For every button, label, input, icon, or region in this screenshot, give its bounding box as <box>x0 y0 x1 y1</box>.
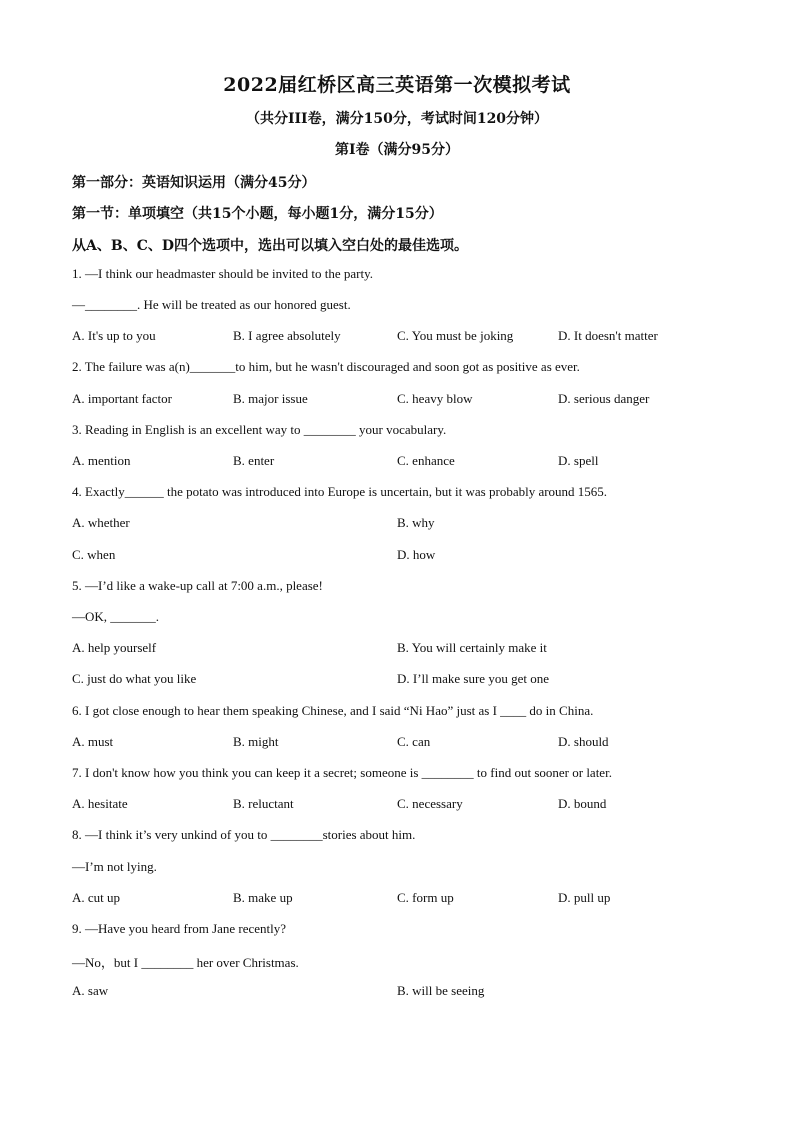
question-9-stem: 9. —Have you heard from Jane recently? <box>72 921 287 936</box>
question-3-option-b: B. enter <box>233 453 275 468</box>
question-5-stem: 5. —I’d like a wake-up call at 7:00 a.m., please! <box>72 578 323 593</box>
instruction: 从A、B、C、D四个选项中，选出可以填入空白处的最佳选项。 <box>72 238 468 254</box>
question-2-option-a: A. important factor <box>72 391 172 406</box>
question-4-stem: 4. Exactly______ the potato was introduced into Europe is uncertain, but it was probably around 1565. <box>72 484 608 499</box>
question-6-option-d: D. should <box>558 734 609 749</box>
question-3-option-a: A. mention <box>72 453 131 468</box>
question-8-option-b: B. make up <box>233 890 293 905</box>
question-3-stem: 3. Reading in English is an excellent way to ________ your vocabulary. <box>72 422 447 437</box>
question-8-option-d: D. pull up <box>558 890 611 905</box>
question-6-option-b: B. might <box>233 734 279 749</box>
question-4-option-b: B. why <box>397 515 435 530</box>
question-1-option-a: A. It's up to you <box>72 328 156 343</box>
question-6-option-c: C. can <box>397 734 431 749</box>
question-7-stem: 7. I don't know how you think you can keep it a secret; someone is ________ to find out sooner or later. <box>72 765 612 780</box>
question-5-option-c: C. just do what you like <box>72 671 197 686</box>
question-4-option-a: A. whether <box>72 515 130 530</box>
question-5-response: —OK, _______. <box>72 609 160 624</box>
question-6-stem: 6. I got close enough to hear them speaking Chinese, and I said “Ni Hao” just as I ____ do in China. <box>72 703 594 718</box>
question-6-option-a: A. must <box>72 734 114 749</box>
question-5-option-a: A. help yourself <box>72 640 157 655</box>
question-7-option-b: B. reluctant <box>233 796 294 811</box>
volume-heading: 第I卷（满分95分） <box>334 142 460 158</box>
question-1-option-b: B. I agree absolutely <box>233 328 341 343</box>
question-2-option-d: D. serious danger <box>558 391 650 406</box>
question-7-option-d: D. bound <box>558 796 607 811</box>
question-8-option-a: A. cut up <box>72 890 121 905</box>
question-1-response: —________. He will be treated as our honored guest. <box>72 297 351 312</box>
question-8-stem: 8. —I think it’s very unkind of you to ________stories about him. <box>72 827 416 842</box>
question-5-option-d: D. I’ll make sure you get one <box>397 671 549 686</box>
question-3-option-d: D. spell <box>558 453 599 468</box>
question-9-option-b: B. will be seeing <box>397 983 485 998</box>
question-5-option-b: B. You will certainly make it <box>397 640 547 655</box>
exam-subtitle: （共分III卷，满分150分，考试时间120分钟） <box>245 111 549 127</box>
part-heading: 第一部分：英语知识运用（满分45分） <box>72 175 316 191</box>
question-4-option-d: D. how <box>397 547 436 562</box>
question-1-option-c: C. You must be joking <box>397 328 514 343</box>
question-2-option-b: B. major issue <box>233 391 308 406</box>
question-3-option-c: C. enhance <box>397 453 455 468</box>
question-4-option-c: C. when <box>72 547 116 562</box>
question-1-stem: 1. —I think our headmaster should be invited to the party. <box>72 266 373 281</box>
question-7-option-c: C. necessary <box>397 796 463 811</box>
question-9-response: —No，but I ________ her over Christmas. <box>72 955 299 970</box>
question-1-option-d: D. It doesn't matter <box>558 328 658 343</box>
question-8-option-c: C. form up <box>397 890 454 905</box>
question-7-option-a: A. hesitate <box>72 796 128 811</box>
question-2-option-c: C. heavy blow <box>397 391 473 406</box>
question-2-stem: 2. The failure was a(n)_______to him, but he wasn't discouraged and soon got as positive as ever. <box>72 359 580 374</box>
question-8-response: —I’m not lying. <box>72 859 157 874</box>
section-heading: 第一节：单项填空（共15个小题，每小题1分，满分15分） <box>72 206 443 222</box>
question-9-option-a: A. saw <box>72 983 109 998</box>
exam-title: 2022届红桥区高三英语第一次模拟考试 <box>223 74 571 96</box>
